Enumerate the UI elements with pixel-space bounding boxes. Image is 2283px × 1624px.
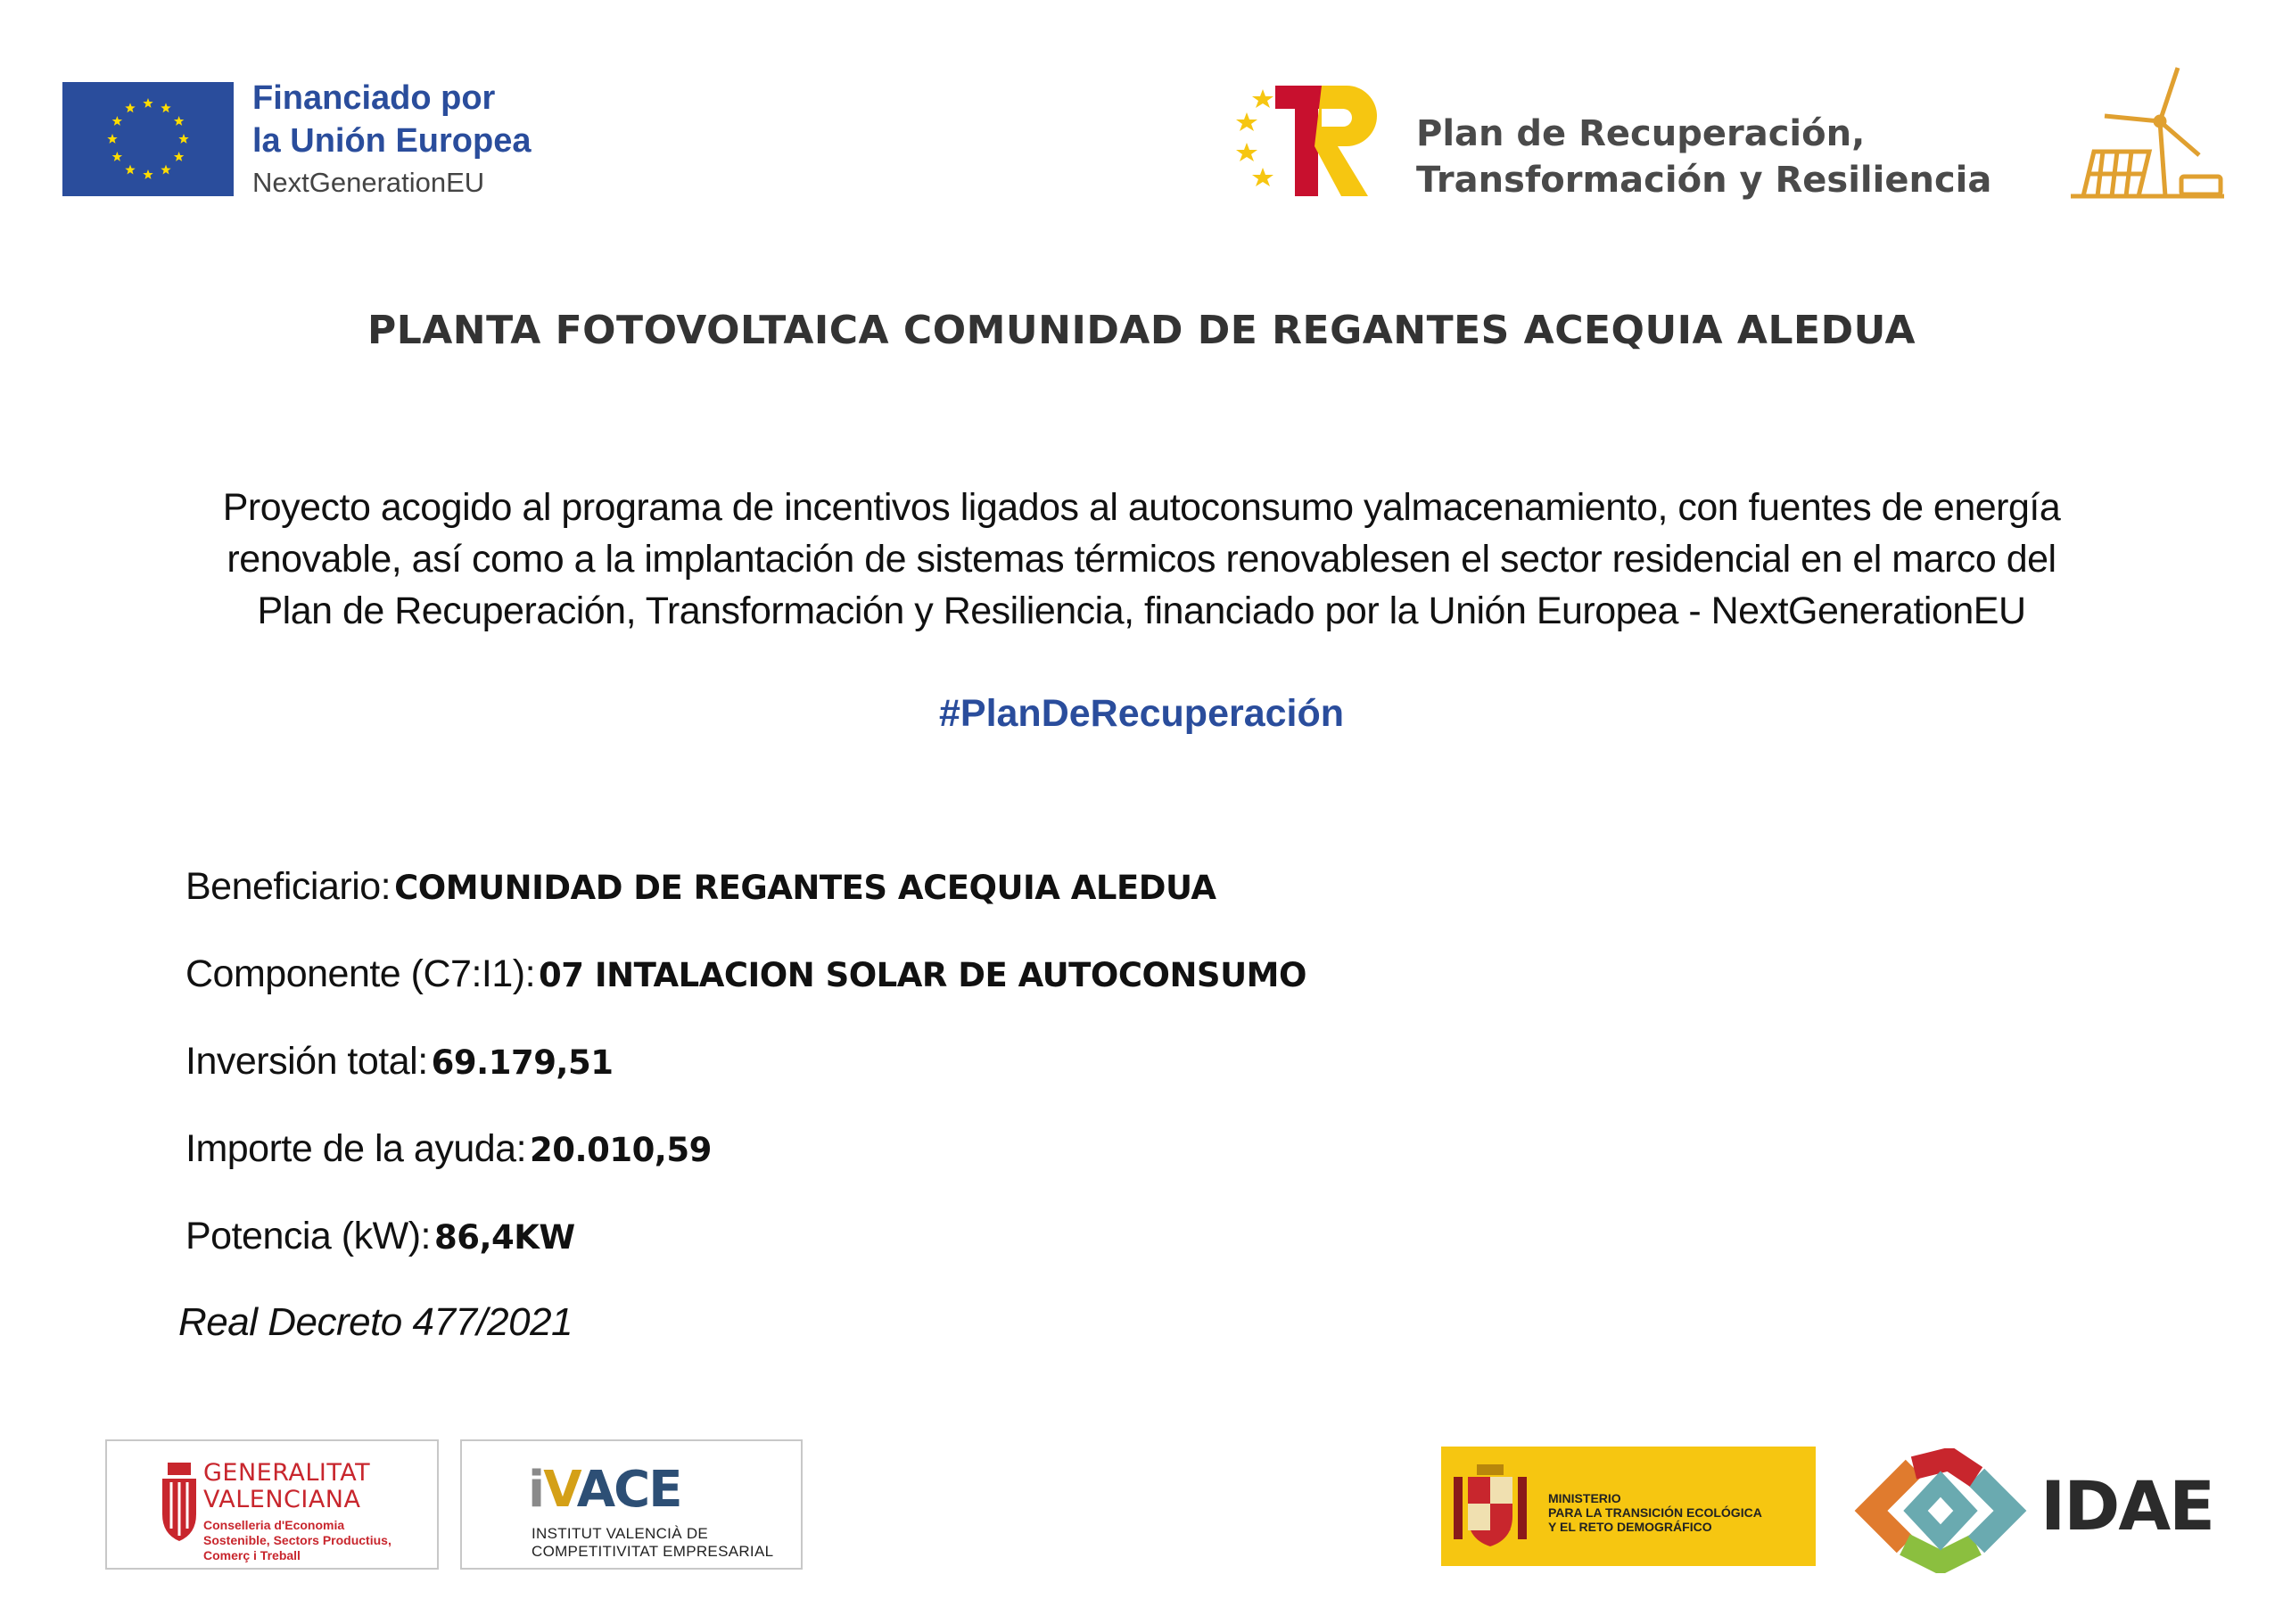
- gva-line-2: VALENCIANA: [203, 1486, 361, 1513]
- ministerio-line-1: MINISTERIO: [1548, 1491, 1621, 1505]
- field-value: 20.010,59: [530, 1131, 712, 1169]
- gva-line-1: GENERALITAT: [203, 1459, 371, 1487]
- eu-line-3: NextGenerationEU: [252, 167, 485, 198]
- description-line-2: renovable, así como a la implantación de sistemas térmicos renovablesen el sector residencial en el marco del: [227, 538, 2056, 581]
- field-value: 07 INTALACION SOLAR DE AUTOCONSUMO: [539, 956, 1306, 994]
- ministerio-text: [1548, 1491, 1762, 1534]
- ivace-ace: ACE: [576, 1461, 681, 1519]
- field-value: 69.179,51: [431, 1043, 614, 1082]
- page-title: PLANTA FOTOVOLTAICA COMUNIDAD DE REGANTES ACEQUIA ALEDUA: [367, 308, 1916, 353]
- field-inversion: [185, 1040, 613, 1084]
- ministerio-line-3: Y EL RETO DEMOGRÁFICO: [1548, 1520, 1712, 1534]
- hashtag: #PlanDeRecuperación: [938, 692, 1345, 735]
- field-label: Componente (C7:I1):: [185, 952, 536, 995]
- idae-knot-icon: [1851, 1448, 2030, 1573]
- field-label: Importe de la ayuda:: [185, 1127, 527, 1170]
- eu-line-1: Financiado por: [252, 79, 496, 117]
- idae-wordmark: IDAE: [2040, 1466, 2214, 1546]
- field-componente: [185, 952, 1306, 996]
- decree-reference: Real Decreto 477/2021: [178, 1300, 573, 1344]
- prtr-line-1: Plan de Recuperación,: [1416, 113, 1866, 154]
- eu-line-2: la Unión Europea: [252, 122, 532, 160]
- ivace-wordmark: [528, 1461, 680, 1519]
- field-label: Inversión total:: [185, 1040, 428, 1083]
- spain-coat-of-arms-icon: [1450, 1459, 1530, 1552]
- gva-sub-3: Comerç i Treball: [203, 1548, 301, 1562]
- generalitat-valenciana-logo: [105, 1439, 439, 1570]
- gva-shield-icon: [157, 1457, 203, 1554]
- field-potencia: [185, 1215, 575, 1258]
- gva-sub-2: Sostenible, Sectors Productius,: [203, 1533, 391, 1547]
- project-description: [107, 482, 2176, 637]
- ivace-sub-2: COMPETITIVITAT EMPRESARIAL: [532, 1543, 774, 1560]
- ministerio-logo: [1441, 1447, 1816, 1566]
- ivace-v: V: [543, 1461, 577, 1519]
- field-label: Potencia (kW):: [185, 1215, 431, 1257]
- ministerio-line-2: PARA LA TRANSICIÓN ECOLÓGICA: [1548, 1505, 1762, 1520]
- prtr-line-2: Transformación y Resiliencia: [1416, 160, 1992, 201]
- ivace-sub-1: INSTITUT VALENCIÀ DE: [532, 1525, 709, 1542]
- prtr-text: [1416, 111, 1991, 203]
- ivace-logo: [460, 1439, 803, 1570]
- eu-funding-text: [252, 77, 531, 203]
- solar-wind-icon: [2067, 62, 2228, 214]
- field-importe: [185, 1127, 712, 1171]
- description-line-3: Plan de Recuperación, Transformación y Resiliencia, financiado por la Unión Europea - NextGenerationEU: [257, 589, 2026, 632]
- field-value: COMUNIDAD DE REGANTES ACEQUIA ALEDUA: [394, 869, 1216, 907]
- description-line-1: Proyecto acogido al programa de incentivos ligados al autoconsumo yalmacenamiento, con fuentes de energía: [222, 486, 2061, 529]
- field-beneficiario: [185, 865, 1216, 909]
- ivace-i: i: [528, 1461, 544, 1519]
- prtr-logo-mark: [1229, 78, 1389, 203]
- eu-flag-logo: [62, 82, 234, 196]
- gva-sub-1: Conselleria d'Economia: [203, 1518, 345, 1532]
- field-value: 86,4KW: [433, 1218, 575, 1257]
- eu-stars-icon: [62, 82, 234, 196]
- field-label: Beneficiario:: [185, 865, 391, 908]
